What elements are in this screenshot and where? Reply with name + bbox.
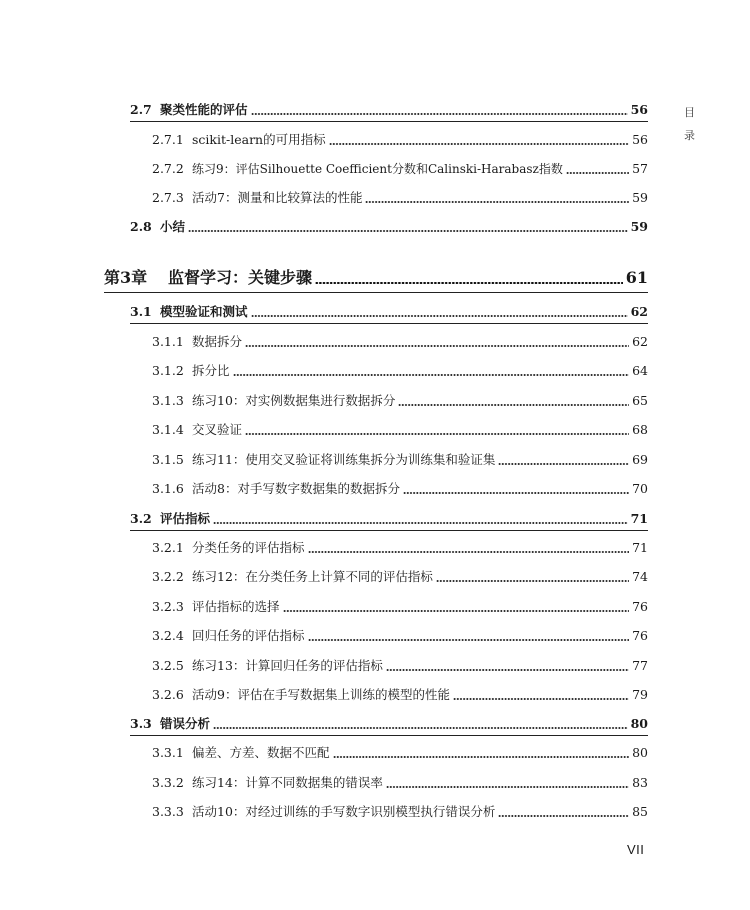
entry-number: 3.2.2 [152, 569, 184, 584]
section-underline [130, 735, 648, 736]
toc-subsection-3-2-1[interactable] [152, 538, 648, 558]
entry-page: 65 [632, 393, 648, 408]
toc-subsection-3-2-3[interactable] [152, 597, 648, 617]
entry-page: 62 [630, 304, 648, 319]
toc-subsection-3-1-3[interactable] [152, 391, 648, 411]
entry-number: 2.7 [130, 102, 152, 117]
entry-page: 62 [632, 334, 648, 349]
entry-page: 77 [632, 658, 648, 673]
toc-subsection-3-1-2[interactable] [152, 361, 648, 381]
dot-leader [213, 522, 628, 524]
dot-leader [365, 201, 629, 203]
chapter-title: 监督学习：关键步骤 [168, 268, 313, 287]
toc-subsection-3-1-5[interactable] [152, 450, 648, 470]
dot-leader [315, 282, 623, 284]
entry-number: 3.2.4 [152, 628, 184, 643]
dot-leader [498, 463, 629, 465]
toc-section-2-8[interactable] [130, 217, 648, 237]
entry-title: 小结 [160, 219, 186, 234]
entry-page: 76 [632, 628, 648, 643]
dot-leader [251, 315, 628, 317]
dot-leader [329, 143, 629, 145]
dot-leader [386, 669, 629, 671]
entry-number: 3.1.6 [152, 481, 184, 496]
entry-title: 模型验证和测试 [160, 304, 248, 319]
entry-number: 2.7.1 [152, 132, 184, 147]
entry-page: 76 [632, 599, 648, 614]
dot-leader [566, 172, 629, 174]
entry-title: 活动10：对经过训练的手写数字识别模型执行错误分析 [192, 804, 496, 819]
entry-page: 59 [630, 219, 648, 234]
entry-title: 偏差、方差、数据不匹配 [192, 745, 330, 760]
entry-number: 3.2 [130, 511, 152, 526]
dot-leader [308, 551, 630, 553]
toc-section-2-7[interactable] [130, 100, 648, 120]
entry-title: 活动7：测量和比较算法的性能 [192, 190, 363, 205]
entry-title: 活动8：对手写数字数据集的数据拆分 [192, 481, 400, 496]
entry-title: 交叉验证 [192, 422, 243, 437]
dot-leader [453, 698, 629, 700]
entry-title: 练习11：使用交叉验证将训练集拆分为训练集和验证集 [192, 452, 496, 467]
entry-number: 2.7.2 [152, 161, 184, 176]
dot-leader [245, 345, 629, 347]
entry-page: 59 [632, 190, 648, 205]
dot-leader [233, 374, 630, 376]
dot-leader [436, 580, 629, 582]
toc-subsection-3-2-5[interactable] [152, 656, 648, 676]
toc-section-3-1[interactable] [130, 302, 648, 322]
side-label-lu: 录 [684, 129, 695, 142]
entry-number: 3.2.6 [152, 687, 184, 702]
entry-title: 分类任务的评估指标 [192, 540, 305, 555]
entry-page: 74 [632, 569, 648, 584]
entry-page: 79 [632, 687, 648, 702]
entry-title: 数据拆分 [192, 334, 243, 349]
entry-number: 3.1.4 [152, 422, 184, 437]
dot-leader [333, 756, 630, 758]
entry-number: 3.1.2 [152, 363, 184, 378]
entry-number: 3.1 [130, 304, 152, 319]
entry-title: 评估指标的选择 [192, 599, 280, 614]
entry-number: 3.3.3 [152, 804, 184, 819]
entry-number: 3.1.3 [152, 393, 184, 408]
side-label-mu: 目 [684, 106, 695, 119]
toc-subsection-2-7-1[interactable] [152, 130, 648, 150]
entry-number: 3.2.3 [152, 599, 184, 614]
entry-number: 2.7.3 [152, 190, 184, 205]
toc-subsection-3-1-1[interactable] [152, 332, 648, 352]
toc-subsection-3-2-6[interactable] [152, 685, 648, 705]
entry-title: 回归任务的评估指标 [192, 628, 305, 643]
toc-subsection-2-7-2[interactable] [152, 159, 648, 179]
entry-title: 练习9：评估Silhouette Coefficient分数和Calinski-Harabasz指数 [192, 162, 563, 176]
entry-number: 3.3.1 [152, 745, 184, 760]
dot-leader [498, 815, 629, 817]
entry-page: 57 [632, 161, 648, 176]
toc-subsection-3-3-3[interactable] [152, 802, 648, 822]
entry-number: 3.3.2 [152, 775, 184, 790]
entry-title: 练习12：在分类任务上计算不同的评估指标 [192, 569, 433, 584]
dot-leader [403, 492, 629, 494]
chapter-underline [104, 292, 648, 293]
entry-page: 69 [632, 452, 648, 467]
entry-title: 错误分析 [160, 716, 211, 731]
entry-page: 70 [632, 481, 648, 496]
dot-leader [386, 786, 629, 788]
entry-title: 聚类性能的评估 [160, 102, 248, 117]
entry-number: 3.1.5 [152, 452, 184, 467]
entry-number: 3.2.5 [152, 658, 184, 673]
chapter-page: 61 [625, 268, 648, 287]
entry-page: 56 [630, 102, 648, 117]
page-folio: VII [627, 842, 645, 857]
section-underline [130, 323, 648, 324]
dot-leader [283, 610, 630, 612]
entry-title: 活动9：评估在手写数据集上训练的模型的性能 [192, 687, 450, 702]
entry-page: 64 [632, 363, 648, 378]
entry-title: 评估指标 [160, 511, 211, 526]
entry-page: 56 [632, 132, 648, 147]
toc-subsection-3-2-2[interactable] [152, 567, 648, 587]
toc-section-3-2[interactable] [130, 509, 648, 529]
toc-subsection-3-1-6[interactable] [152, 479, 648, 499]
dot-leader [213, 727, 628, 729]
dot-leader [308, 639, 630, 641]
toc-section-3-3[interactable] [130, 714, 648, 734]
entry-page: 71 [632, 540, 648, 555]
entry-title: scikit-learn的可用指标 [192, 132, 326, 147]
entry-number: 3.1.1 [152, 334, 184, 349]
entry-number: 3.2.1 [152, 540, 184, 555]
entry-page: 80 [630, 716, 648, 731]
section-underline [130, 530, 648, 531]
entry-number: 3.3 [130, 716, 152, 731]
dot-leader [398, 404, 629, 406]
toc-subsection-3-3-1[interactable] [152, 743, 648, 763]
entry-page: 68 [632, 422, 648, 437]
entry-title: 拆分比 [192, 363, 230, 378]
entry-page: 85 [632, 804, 648, 819]
toc-subsection-3-2-4[interactable] [152, 626, 648, 646]
dot-leader [245, 433, 629, 435]
entry-title: 练习10：对实例数据集进行数据拆分 [192, 393, 396, 408]
toc-chapter-3[interactable] [104, 266, 648, 290]
entry-page: 71 [630, 511, 648, 526]
section-underline [130, 121, 648, 122]
chapter-number: 第3章 [104, 268, 148, 287]
dot-leader [188, 230, 628, 232]
entry-number: 2.8 [130, 219, 152, 234]
entry-page: 83 [632, 775, 648, 790]
entry-title: 练习13：计算回归任务的评估指标 [192, 658, 383, 673]
toc-subsection-2-7-3[interactable] [152, 188, 648, 208]
entry-page: 80 [632, 745, 648, 760]
dot-leader [251, 113, 628, 115]
entry-title: 练习14：计算不同数据集的错误率 [192, 775, 383, 790]
toc-subsection-3-1-4[interactable] [152, 420, 648, 440]
toc-subsection-3-3-2[interactable] [152, 773, 648, 793]
